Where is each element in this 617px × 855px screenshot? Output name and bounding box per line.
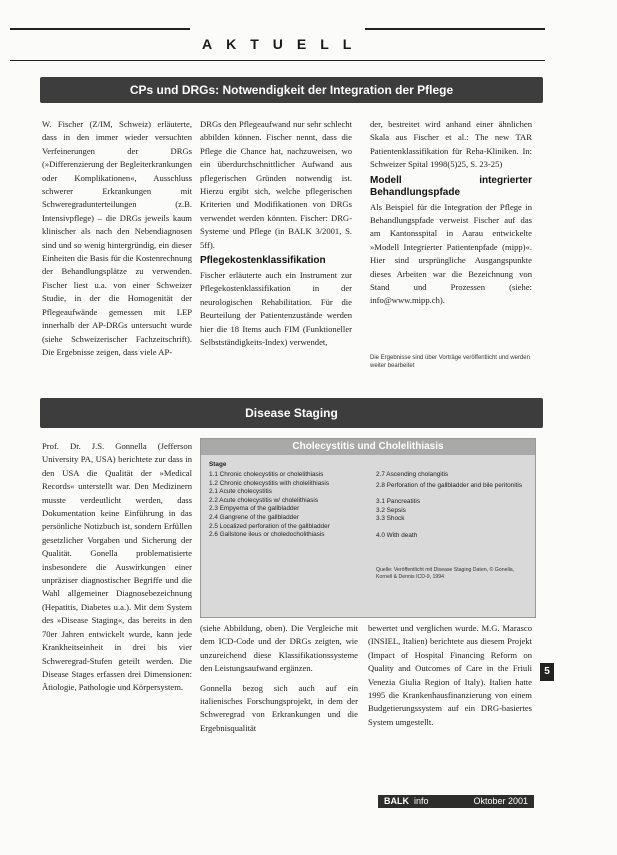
article-column-1 [42,440,192,792]
article-column-1 [42,118,192,358]
stage-item: 2.5 Localized perforation of the gallbladder [209,522,330,530]
section-banner-cps [40,77,543,103]
footer-date: Oktober 2001 [473,796,528,806]
stage-item: 2.7 Ascending cholangitis [376,471,449,478]
article-column-2 [200,622,358,792]
header-rule-left [10,28,190,30]
paragraph: Gonnella bezog sich auch auf ein italienisches Forschungsprojekt, in dem der Schweregrad von Erkrankungen und die Ergebnisqualität [200,682,358,733]
paragraph: (siehe Abbildung, oben). Die Vergleiche mit dem ICD-Code und der DRGs zeigten, wie unzureichend diese Klassifikationssysteme den Leistungsaufwand ergänzen. [200,623,358,674]
stage-item: 2.3 Empyema of the gallbladder [209,505,300,513]
paragraph: der, bestreitet wird anhand einer ähnlichen Skala aus Fischer et al.: The new TAR Patientenklassifikation für Reha-Kliniken. In: Schweizer Spital 1998(5)25, S. 23-25) [370,119,532,170]
stage-item: 4.0 With death [376,531,418,539]
stage-item: 2.2 Acute cholecystitis w/ cholelithiasis [209,496,319,504]
stage-list-left [209,471,359,540]
stage-item: 3.2 Sepsis [376,506,406,514]
figure-disease-staging [200,438,536,618]
footer-bar [378,795,534,808]
paragraph: DRGs den Pflegeaufwand nur sehr schlecht abbilden können. Fischer nennt, dass die Pflege die Chance hat, nachzuweisen, wo ein überdurchschnittlicher Aufwand aus pflegerischen Gründen notwendig ist. Hierzu ergibt sich, welche pflegerischen Kriterien und Modifikationen von DRGs verwendet werden könnten. Fischer: DRG-Systeme und Pflege (in BALK 3/2001, S. 5ff). [200,119,352,250]
stage-item: 3.3 Shock [376,515,405,523]
header-rule-bottom [10,60,545,61]
footer-brand: BALK [384,796,409,806]
banner-title: Disease Staging [245,406,338,420]
figure-title: Cholecystitis und Cholelithiasis [201,439,535,455]
article-column-3 [368,622,532,792]
article-column-2 [200,118,352,380]
stage-item: 2.6 Gallstone ileus or choledocholithiasis [209,531,325,539]
paragraph: W. Fischer (Z/IM, Schweiz) erläuterte, dass in den immer wieder versuchten Verfeinerungen der DRGs (»Differenzierung der Begleiterkrankungen oder Komplikationen«, Ausschluss schwerer Erkrankungen mit Schweregradunterteilungen (z.B. Intensivpflege) – die DRGs jeweils kaum klinischer als nach den Nebendiagnosen sind und so wenig hintergründig, ein dieser Einheiten die Basis für die Kostenrechnung der Behandlungsplätze zu verwenden. Fischer liest u.a. von einer Schweizer Studie, in der die Homogenität der Pflegeaufwände gemessen mit LEP innerhalb der AP-DRGs untersucht wurde (siehe Schweizerischer Fachzeitschrift). Die Ergebnisse zeigen, dass viele AP- [42,119,192,357]
article-column-3 [370,118,532,348]
stage-item: 1.1 Chronic cholecystitis or cholelithiasis [209,471,324,478]
stage-item: 2.8 Perforation of the gallbladder and bile peritonitis [376,481,523,489]
paragraph: Fischer erläuterte auch ein Instrument zur Pflegekostenklassifikation in der neurologischen Rehabilitation. Für die Beurteilung der Patientenzustände werden hier die 18 Items auch FIM (Funktioneller Selbstständigkeits-Index) verwendet, [200,270,352,348]
stage-item: 2.4 Gangrene of the gallbladder [209,513,299,521]
footer-suffix: info [414,796,429,806]
paragraph: Prof. Dr. J.S. Gonnella (Jefferson University PA, USA) berichtete zur dass in den USA die Qualität der »Medical Records« unterstellt war. Den Medizinern musste verdeutlicht werden, dass Dokumentation keine Einführung in das persönliche Notizbuch ist, sondern Erfüllen gesetzlicher Vorgaben und Sicherung der Qualität. Gonella problematisierte insbesondere die Auswirkungen einer unpräziser diagnostischer Begriffe und die Wahl allgemeiner Diagnosebezeichnung (Hepatitis, Diabetes u.a.). Mit dem System des »Disease Staging«, das bereits in den 70er Jahren entwickelt wurde, kann jede Krankheitseinheit in drei bis vier Schweregrad-Stufen geteilt werden. Die Disease Stages erfassen drei Dimensionen: Ätiologie, Pathologie und Körpersystem. [42,441,192,693]
section-header: AKTUELL [202,36,366,52]
page-number: 5 [540,663,554,681]
stage-item: 1.2 Chronic cholecystitis with cholelithiasis [209,479,330,487]
banner-title: CPs und DRGs: Notwendigkeit der Integration der Pflege [129,83,454,97]
stage-item: 3.1 Pancreatitis [376,498,421,506]
figure-caption: Quelle: Veröffentlicht mit Disease Staging Daten, © Gonella, Kornell & Dennis ICD-9, 1994 [376,567,515,580]
footnote: Die Ergebnisse sind über Vorträge veröffentlicht und werden weiter bearbeitet [370,355,530,369]
stage-label: Stage [209,461,227,468]
subheading: Pflegekostenklassifikation [200,255,326,267]
stage-list-right [376,471,526,541]
subheading: Modell integrierter Behandlungspfade [370,174,532,198]
section-banner-disease-staging [40,398,543,428]
paragraph: bewertet und verglichen wurde. M.G. Marasco (INSIEL, Italien) berichtete aus diesem Projekt (Impact of Hospital Financing Reform on Quality and Outcomes of Care in the Friuli Venezia Giulia Region of Italy). Italien hatte 1995 die Krankenhausfinanzierung von einem Budgetierungssystem auf ein DRG-basiertes System umgestellt. [368,623,532,727]
paragraph: Als Beispiel für die Integration der Pflege in Behandlungspfade verweist Fischer auf das am Kantonsspital in Aarau entwickelte »Modell Integrierter Patientenpfade (mipp)«. Hier sind ursprüngliche Ausgangspunkte dieses Arbeiten war die Bezeichnung von Stand und Prozessen (siehe: info@www.mipp.ch). [370,201,532,306]
stage-item: 2.1 Acute cholecystitis [209,488,272,496]
header-rule-right [365,28,545,30]
